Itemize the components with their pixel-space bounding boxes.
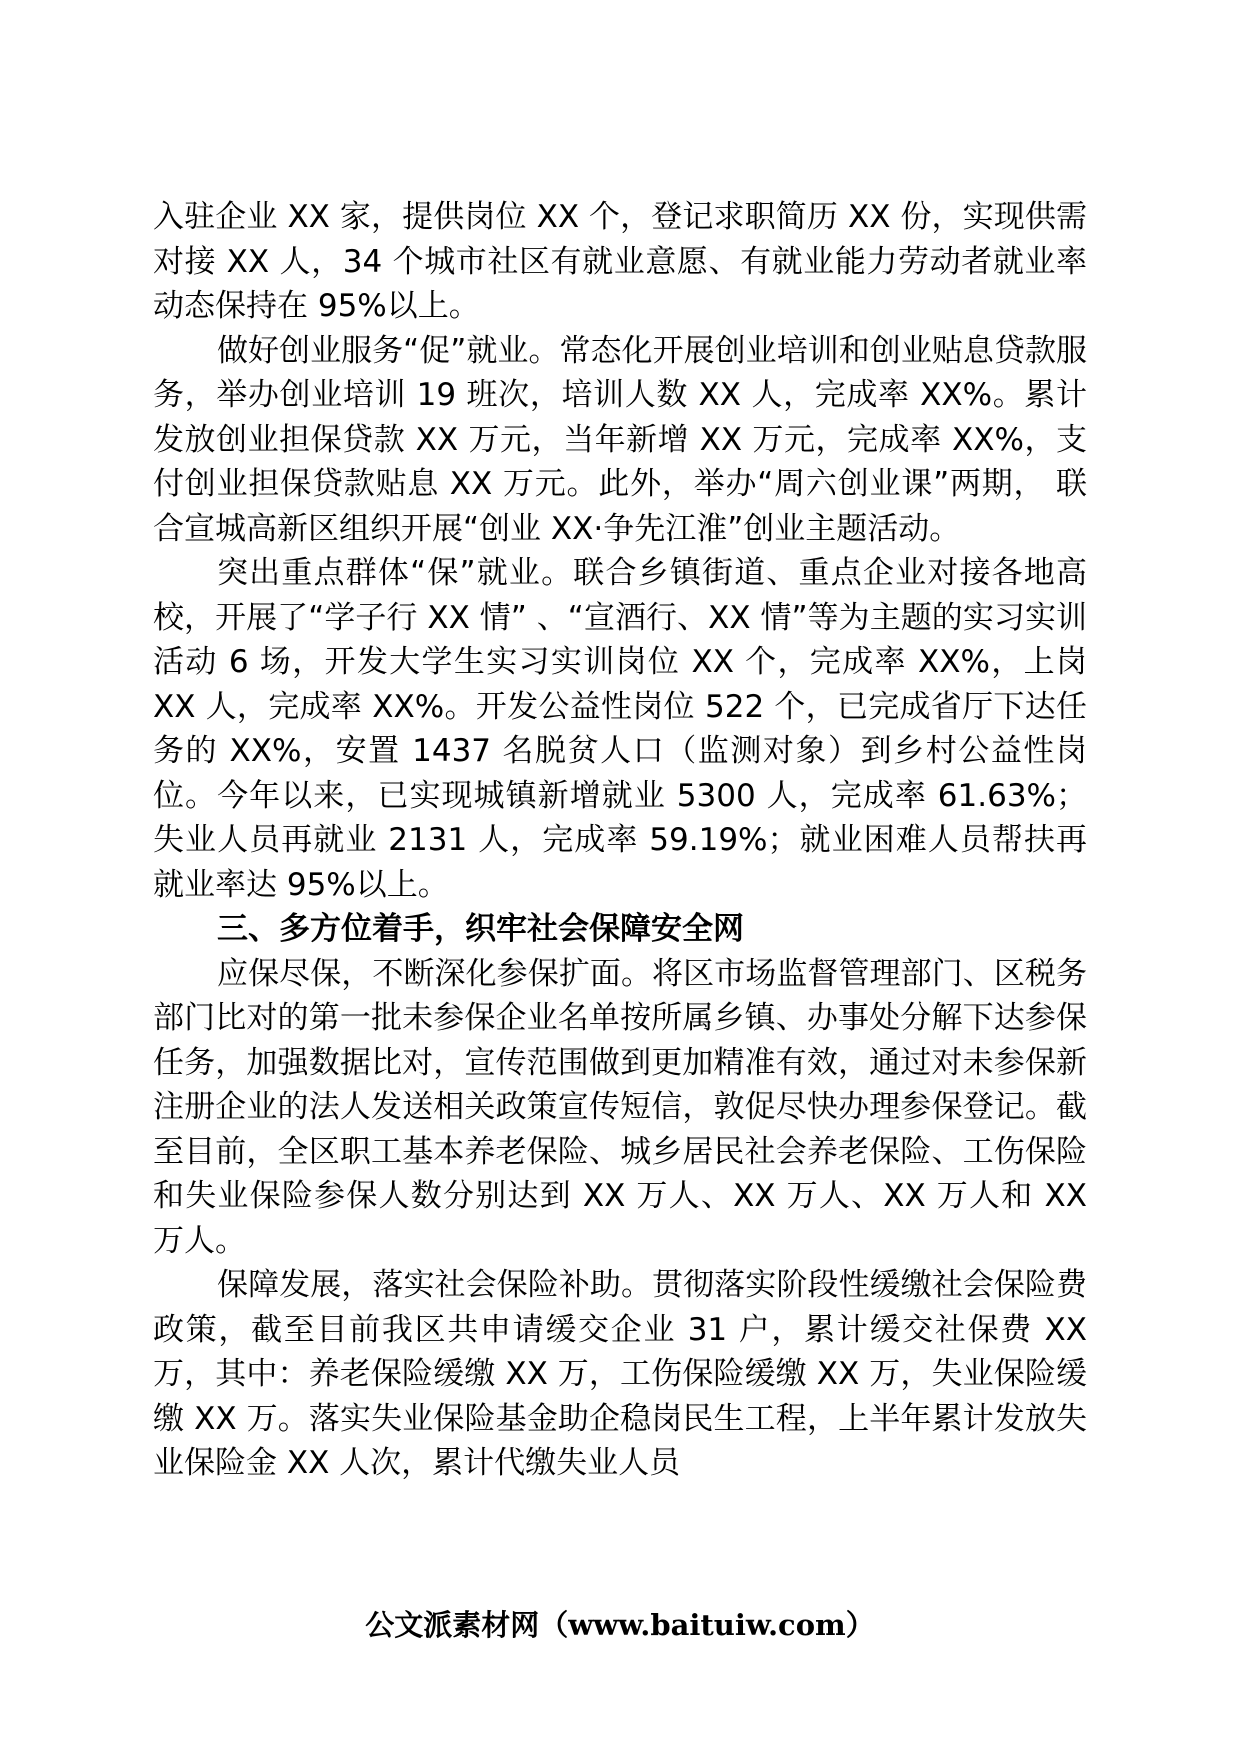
paragraph-key-groups: 突出重点群体“保”就业。联合乡镇街道、重点企业对接各地高校，开展了“学子行 XX 情” 、“宣酒行、XX 情”等为主题的实习实训活动 6 场，开发大学生实习实训岗位 XX 个，完成率 XX%，上岗 XX 人，完成率 XX%。开发公益性岗位 522 个，已完成省厅下达任务的 XX%，安置 1437 名脱贫人口（监测对象）到乡村公益性岗位。今年以来，已实现城镇新增就业 5300 人，完成率 61.63%；失业人员再就业 2131 人，完成率 59.19%；就业困难人员帮扶再就业率达 95%以上。 — [153, 555, 1087, 903]
document-body — [153, 195, 1087, 1486]
paragraph-insurance-coverage: 应保尽保，不断深化参保扩面。将区市场监督管理部门、区税务部门比对的第一批未参保企业名单按所属乡镇、办事处分解下达参保任务，加强数据比对，宣传范围做到更加精准有效，通过对未参保新注册企业的法人发送相关政策宣传短信，敦促尽快办理参保登记。截至目前，全区职工基本养老保险、城乡居民社会养老保险、工伤保险和失业保险参保人数分别达到 XX 万人、XX 万人、XX 万人和 XX 万人。 — [153, 955, 1087, 1259]
paragraph-continuation: 入驻企业 XX 家，提供岗位 XX 个，登记求职简历 XX 份，实现供需对接 XX 人，34 个城市社区有就业意愿、有就业能力劳动者就业率动态保持在 95%以上。 — [153, 199, 1087, 324]
page-footer-watermark: 公文派素材网（www.baituiw.com） — [365, 1608, 875, 1642]
paragraph-entrepreneurship: 做好创业服务“促”就业。常态化开展创业培训和创业贴息贷款服务，举办创业培训 19 班次，培训人数 XX 人，完成率 XX%。累计发放创业担保贷款 XX 万元，当年新增 XX 万元，完成率 XX%，支付创业担保贷款贴息 XX 万元。此外，举办“周六创业课”两期， 联合宣城高新区组织开展“创业 XX·争先江淮”创业主题活动。 — [153, 332, 1087, 547]
paragraph-insurance-subsidy: 保障发展，落实社会保险补助。贯彻落实阶段性缓缴社会保险费政策，截至目前我区共申请缓交企业 31 户，累计缓交社保费 XX 万，其中：养老保险缓缴 XX 万，工伤保险缓缴 XX 万，失业保险缓缴 XX 万。落实失业保险基金助企稳岗民生工程，上半年累计发放失业保险金 XX 人次，累计代缴失业人员 — [153, 1267, 1087, 1481]
section-heading: 三、多方位着手，织牢社会保障安全网 — [217, 911, 744, 947]
